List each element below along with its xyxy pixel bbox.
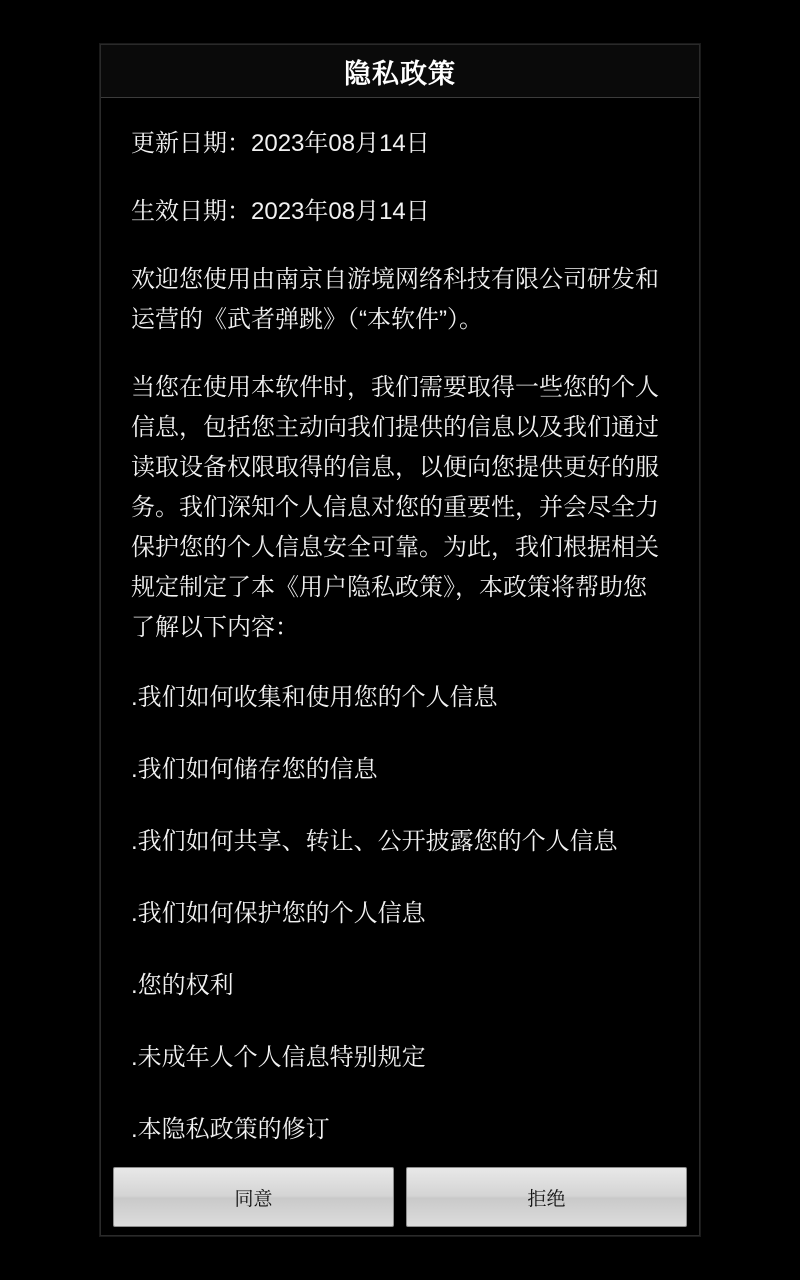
page-title: 隐私政策	[344, 58, 456, 89]
effective-date-text: 生效日期：2023年08月14日	[131, 198, 430, 225]
list-item: .未成年人个人信息特别规定	[131, 1044, 426, 1071]
list-item: .我们如何共享、转让、公开披露您的个人信息	[131, 828, 618, 855]
intro-paragraph: 当您在使用本软件时，我们需要取得一些您的个人信息，包括您主动向我们提供的信息以及我们通过读取设备权限取得的信息，以便向您提供更好的服务。我们深知个人信息对您的重要性，并会尽全力保护您的个人信息安全可靠。为此，我们根据相关规定制定了本《用户隐私政策》，本政策将帮助您了解以下内容：	[131, 374, 659, 641]
dialog-titlebar	[101, 45, 699, 98]
list-item: .我们如何收集和使用您的个人信息	[131, 684, 498, 711]
privacy-policy-dialog	[100, 44, 700, 1236]
welcome-paragraph: 欢迎您使用由南京自游境网络科技有限公司研发和运营的《武者弹跳》（“本软件”）。	[131, 266, 659, 333]
dialog-button-bar	[101, 1159, 699, 1235]
decline-button[interactable]: 拒绝	[406, 1167, 687, 1227]
updated-date-text: 更新日期：2023年08月14日	[131, 130, 430, 157]
list-item: .您的权利	[131, 972, 234, 999]
policy-scroll-area[interactable]	[101, 98, 699, 1159]
agree-button[interactable]: 同意	[113, 1167, 394, 1227]
dialog-body	[101, 98, 699, 1159]
list-item: .本隐私政策的修订	[131, 1116, 330, 1143]
list-item: .我们如何储存您的信息	[131, 756, 378, 783]
list-item: .我们如何保护您的个人信息	[131, 900, 426, 927]
